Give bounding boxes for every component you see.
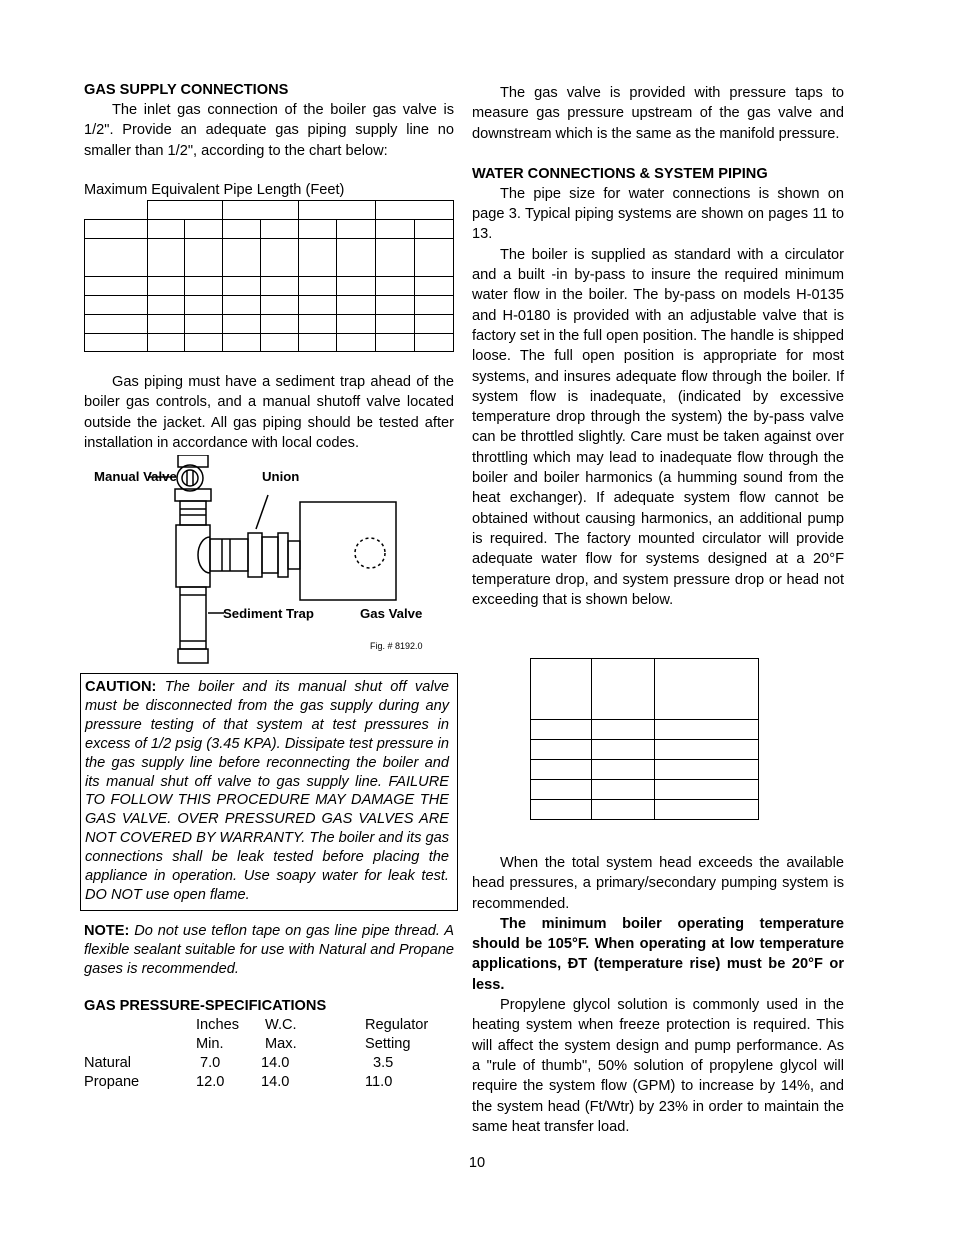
spec-max-value: 14.0	[261, 1074, 290, 1090]
note-block	[84, 922, 454, 979]
gas-piping-paragraph: Gas piping must have a sediment trap ahead of the boiler gas controls, and a manual shutoff valve located outside the jacket. All gas piping should be tested after installation in accordance with local codes.	[84, 374, 454, 451]
figure-number: Fig. # 8192.0	[370, 641, 423, 651]
gas-valve-label: Gas Valve	[360, 606, 423, 621]
sediment-trap	[180, 587, 206, 649]
gas-valve-dial	[355, 538, 385, 568]
spec-header-row-2	[84, 1035, 454, 1054]
gas-piping-figure	[84, 455, 454, 665]
sediment-trap-label: Sediment Trap	[223, 606, 314, 621]
min-temp-paragraph: The minimum boiler operating temperature should be 105°F. When operating at low temperature applications, ÐT (temperature rise) must be 20°F or less.	[472, 915, 844, 993]
spec-min-value: 12.0	[196, 1074, 225, 1090]
gas-piping-block	[84, 372, 454, 453]
spec-row-propane	[84, 1073, 454, 1092]
right-lower-block	[472, 853, 844, 1137]
union-label: Union	[262, 469, 300, 484]
page-number: 10	[468, 1155, 486, 1171]
spec-inches: Inches	[196, 1017, 239, 1033]
spec-setting-value: 3.5	[373, 1055, 394, 1071]
manual-valve-handle	[177, 465, 203, 491]
spec-gas-name: Propane	[84, 1074, 140, 1090]
caution-label: CAUTION:	[85, 679, 157, 695]
spec-gas-name: Natural	[84, 1055, 132, 1071]
gas-pressure-heading: GAS PRESSURE-SPECIFICATIONS	[84, 998, 327, 1014]
spec-min-value: 7.0	[200, 1055, 221, 1071]
water-pipe-size-paragraph: The pipe size for water connections is shown on page 3. Typical piping systems are shown on pages 11 to 13.	[472, 185, 844, 243]
system-head-paragraph: When the total system head exceeds the available head pressures, a primary/secondary pumping system is recommended.	[472, 855, 844, 912]
spec-min: Min.	[196, 1036, 224, 1052]
manual-valve-label: Manual Valve	[94, 469, 177, 484]
water-connections-heading: WATER CONNECTIONS & SYSTEM PIPING	[472, 165, 768, 182]
caution-text: The boiler and its manual shut off valve must be disconnected from the gas supply during any pressure testing of that system at test pressures in excess of 1/2 psig (3.45 KPA). Dissipate test pressure in the gas supply line before reconnecting the boiler and its manual shut off valve to gas supply line. FAILURE TO FOLLOW THIS PROCEDURE MAY DAMAGE THE GAS VALVE. OVER PRESSURED GAS VALVES ARE NOT COVERED BY WARRANTY. The boiler and its gas connections shall be leak tested before placing the appliance in operation. Use soapy water for leak test. DO NOT use open flame.	[85, 679, 449, 903]
spec-wc: W.C.	[265, 1017, 297, 1033]
spec-regulator: Regulator	[365, 1017, 429, 1033]
gas-pressure-specs	[84, 996, 454, 1092]
left-column	[84, 80, 454, 161]
caution-box	[80, 673, 458, 911]
spec-setting-value: 11.0	[365, 1074, 393, 1090]
right-column	[472, 83, 844, 610]
gas-piping-diagram	[84, 455, 454, 665]
spec-max: Max.	[265, 1036, 297, 1052]
gas-supply-paragraph: The inlet gas connection of the boiler gas valve is 1/2". Provide an adequate gas piping supply line no smaller than 1/2", according to the chart below:	[84, 102, 454, 159]
pipe-length-table	[84, 200, 454, 352]
gas-valve-body	[300, 502, 396, 600]
spec-row-natural	[84, 1054, 454, 1073]
pipe-chart-caption: Maximum Equivalent Pipe Length (Feet)	[84, 182, 345, 198]
circulator-paragraph: The boiler is supplied as standard with a circulator and a built -in by-pass to insure the required minimum water flow in the boiler. The by-pass on models H-0135 and H-0180 is provided with an adjustable valve that is factory set in the full open position. The handle is shipped loose. The full open position is appropriate for most systems, and insures adequate flow through the boiler. If system flow is inadequate, (indicated by excessive temperature drop through the system) the by-pass valve can be throttled slightly. Care must be taken against over throttling which may lead to inadequate flow through the boiler and boiler harmonics (a humming sound from the heat exchanger). If adequate system flow cannot be obtained without causing harmonics, an additional pump is required. The factory mounted circulator will provide adequate water flow for systems designed at a 20°F temperature drop, and system pressure drop or head not exceeding that is shown below.	[472, 246, 844, 608]
note-label: NOTE:	[84, 923, 130, 939]
spec-header-row-1	[84, 1016, 454, 1035]
gas-valve-taps-paragraph: The gas valve is provided with pressure taps to measure gas pressure upstream of the gas valve and downstream which is the same as the manifold pressure.	[472, 85, 844, 142]
tee-fitting	[176, 525, 210, 587]
note-text: Do not use teflon tape on gas line pipe thread. A flexible sealant suitable for use with Natural and Propane gases is recommended.	[84, 923, 454, 977]
spec-setting: Setting	[365, 1036, 411, 1052]
glycol-paragraph: Propylene glycol solution is commonly used in the heating system when freeze protection is required. This will affect the system design and pump performance. As a "rule of thumb", 50% solution of propylene glycol will require the system flow (GPM) to increase by 14%, and the system head (Ft/Wtr) by 23% in order to maintain the same heat transfer load.	[472, 997, 844, 1135]
flow-head-table	[530, 658, 759, 820]
union-fitting	[248, 533, 262, 577]
spec-max-value: 14.0	[261, 1055, 290, 1071]
gas-supply-heading: GAS SUPPLY CONNECTIONS	[84, 82, 289, 98]
